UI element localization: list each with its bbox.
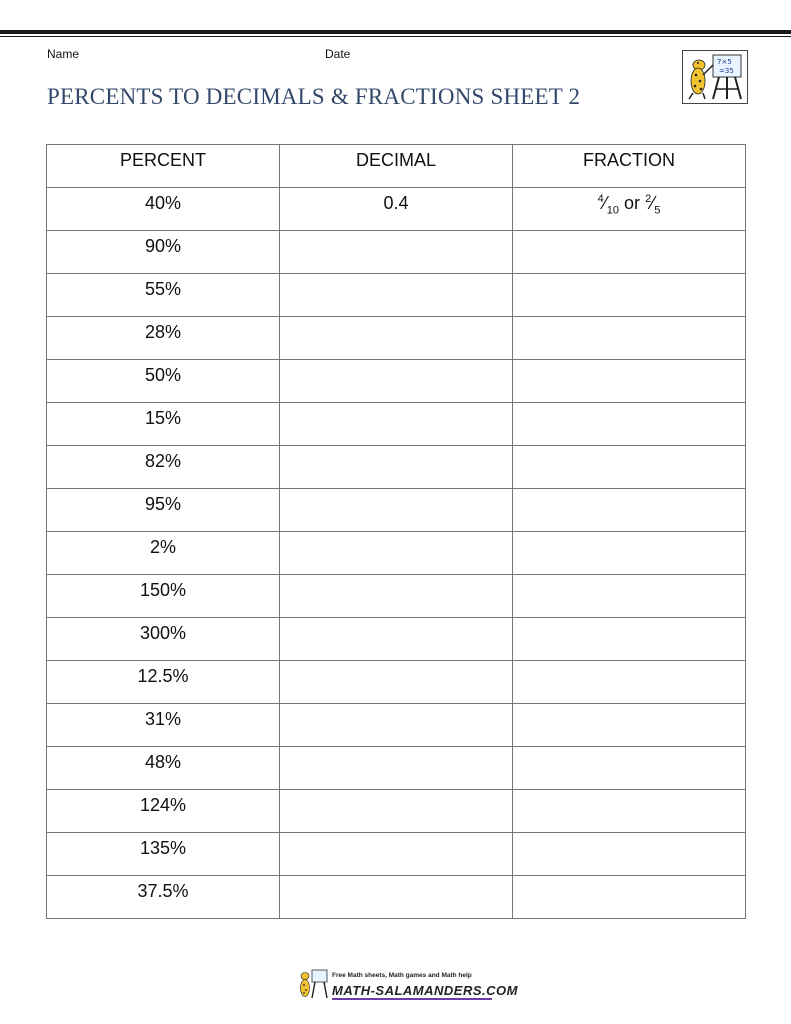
- worksheet-table: [46, 144, 746, 919]
- percent-cell: 90%: [47, 231, 280, 274]
- fraction-example: [597, 193, 661, 217]
- table-row: [47, 876, 746, 919]
- table-row: [47, 575, 746, 618]
- fraction-answer-cell[interactable]: [513, 661, 746, 704]
- board-text-2: =35: [719, 67, 734, 75]
- percent-cell: 124%: [47, 790, 280, 833]
- fraction-slash: ⁄: [603, 193, 607, 213]
- table-row: [47, 360, 746, 403]
- header-percent: PERCENT: [47, 145, 280, 188]
- decimal-answer-cell[interactable]: 0.4: [280, 188, 513, 231]
- percent-cell: 48%: [47, 747, 280, 790]
- table-row: [47, 489, 746, 532]
- decimal-answer-cell[interactable]: [280, 704, 513, 747]
- table-row: [47, 446, 746, 489]
- salamander-logo: [682, 50, 748, 104]
- fraction-answer-cell[interactable]: [513, 575, 746, 618]
- decimal-answer-cell[interactable]: [280, 489, 513, 532]
- footer-salamander-icon: [296, 968, 330, 1000]
- fraction-slash: ⁄: [651, 193, 655, 213]
- footer-underline: [332, 998, 492, 1000]
- fraction-answer-cell[interactable]: [513, 360, 746, 403]
- fraction-answer-cell[interactable]: [513, 188, 746, 231]
- fraction-answer-cell[interactable]: [513, 231, 746, 274]
- footer-brand-link[interactable]: MATH-SALAMANDERS.COM: [332, 983, 518, 998]
- fraction-answer-cell[interactable]: [513, 274, 746, 317]
- fraction-numerator: 2: [645, 193, 652, 205]
- decimal-answer-cell[interactable]: [280, 618, 513, 661]
- fraction-answer-cell[interactable]: [513, 747, 746, 790]
- percent-cell: 55%: [47, 274, 280, 317]
- table-row: [47, 231, 746, 274]
- decimal-answer-cell[interactable]: [280, 317, 513, 360]
- table-row: [47, 403, 746, 446]
- percent-cell: 135%: [47, 833, 280, 876]
- board-text-1: 7×5: [717, 58, 732, 66]
- table-row: [47, 188, 746, 231]
- fraction-denominator: 5: [654, 204, 661, 217]
- fraction-answer-cell[interactable]: [513, 489, 746, 532]
- fraction-answer-cell[interactable]: [513, 790, 746, 833]
- decimal-answer-cell[interactable]: [280, 747, 513, 790]
- top-rule-thin: [0, 36, 791, 37]
- fraction-numerator: 4: [597, 193, 604, 205]
- fraction-answer-cell[interactable]: [513, 833, 746, 876]
- percent-cell: 150%: [47, 575, 280, 618]
- table-row: [47, 532, 746, 575]
- decimal-answer-cell[interactable]: [280, 274, 513, 317]
- decimal-answer-cell[interactable]: [280, 446, 513, 489]
- decimal-answer-cell[interactable]: [280, 661, 513, 704]
- decimal-answer-cell[interactable]: [280, 403, 513, 446]
- percent-cell: 31%: [47, 704, 280, 747]
- table-row: [47, 704, 746, 747]
- percent-cell: 300%: [47, 618, 280, 661]
- header-row: [47, 145, 746, 188]
- percent-cell: 2%: [47, 532, 280, 575]
- percent-cell: 82%: [47, 446, 280, 489]
- fraction-answer-cell[interactable]: [513, 532, 746, 575]
- table-row: [47, 833, 746, 876]
- fraction-answer-cell[interactable]: [513, 446, 746, 489]
- name-label: Name: [47, 47, 80, 61]
- salamander-teacher-icon: [683, 51, 747, 103]
- fraction-answer-cell[interactable]: [513, 704, 746, 747]
- table-row: [47, 618, 746, 661]
- header-decimal: DECIMAL: [280, 145, 513, 188]
- footer-brand-block: [296, 968, 518, 1000]
- date-label: Date: [325, 47, 351, 61]
- decimal-answer-cell[interactable]: [280, 360, 513, 403]
- fraction-joiner: or: [619, 193, 646, 213]
- fraction-answer-cell[interactable]: [513, 403, 746, 446]
- decimal-answer-cell[interactable]: [280, 790, 513, 833]
- percent-cell: 12.5%: [47, 661, 280, 704]
- page-title: PERCENTS TO DECIMALS & FRACTIONS SHEET 2: [47, 84, 581, 109]
- decimal-answer-cell[interactable]: [280, 575, 513, 618]
- percent-cell: 95%: [47, 489, 280, 532]
- percent-cell: 37.5%: [47, 876, 280, 919]
- decimal-answer-cell[interactable]: [280, 532, 513, 575]
- table-row: [47, 790, 746, 833]
- fraction-answer-cell[interactable]: [513, 618, 746, 661]
- decimal-answer-cell[interactable]: [280, 876, 513, 919]
- table-row: [47, 317, 746, 360]
- table-row: [47, 661, 746, 704]
- top-rule: [0, 30, 791, 34]
- decimal-answer-cell[interactable]: [280, 833, 513, 876]
- table-row: [47, 747, 746, 790]
- fraction-answer-cell[interactable]: [513, 876, 746, 919]
- percent-cell: 28%: [47, 317, 280, 360]
- table-row: [47, 274, 746, 317]
- header-fraction: FRACTION: [513, 145, 746, 188]
- percent-cell: 40%: [47, 188, 280, 231]
- percent-cell: 50%: [47, 360, 280, 403]
- decimal-answer-cell[interactable]: [280, 231, 513, 274]
- footer-tagline: Free Math sheets, Math games and Math help: [332, 972, 472, 979]
- fraction-denominator: 10: [606, 204, 620, 217]
- percent-cell: 15%: [47, 403, 280, 446]
- fraction-answer-cell[interactable]: [513, 317, 746, 360]
